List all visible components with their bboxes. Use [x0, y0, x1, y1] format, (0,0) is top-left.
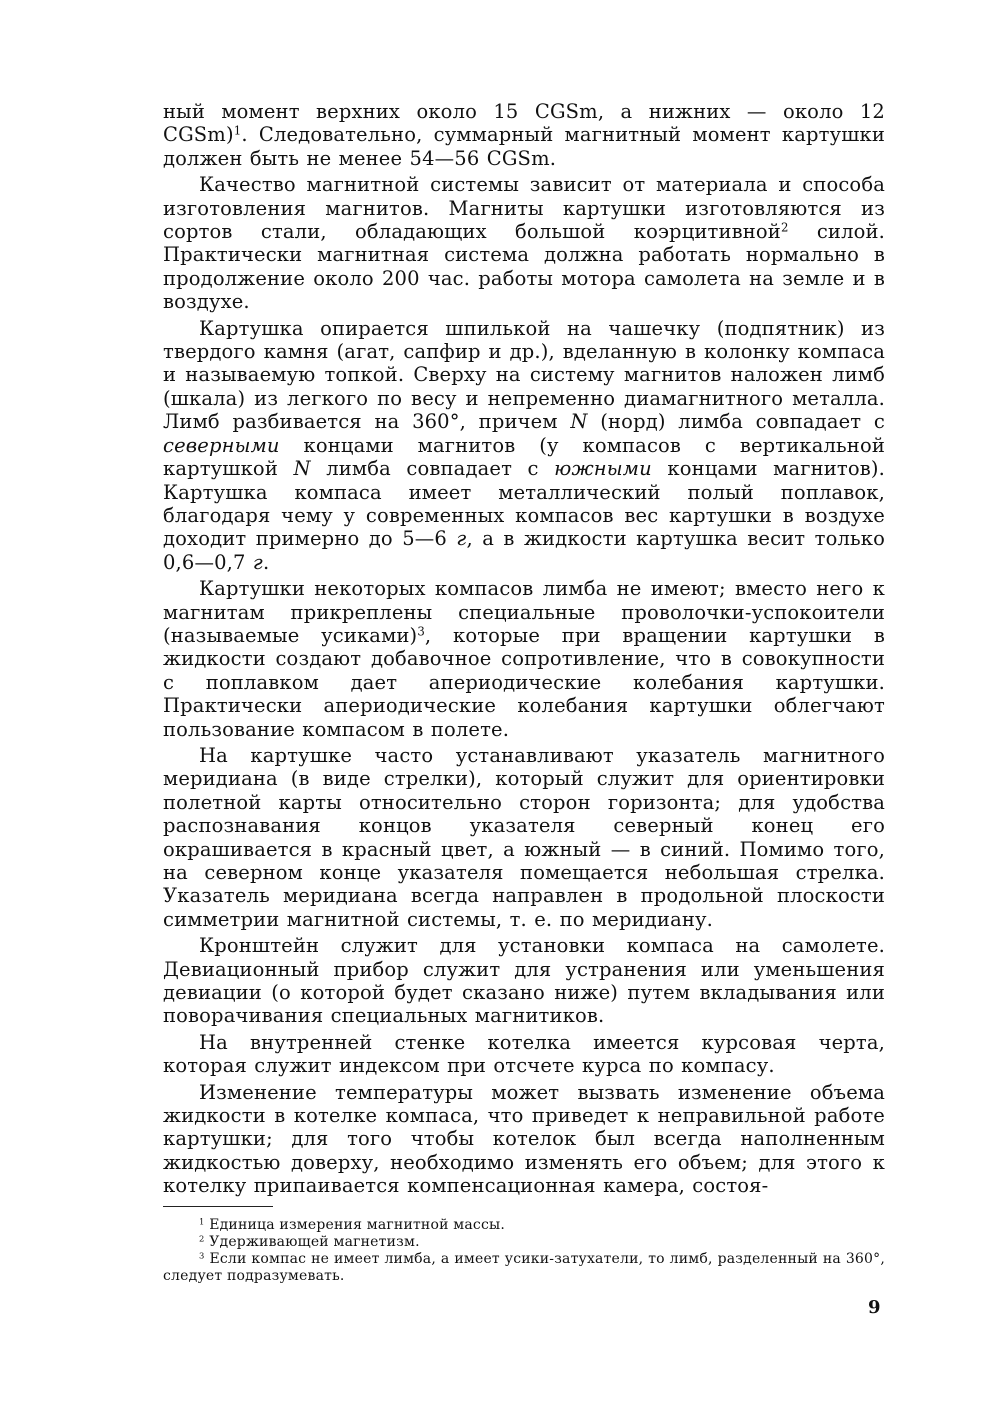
- footnote-mark: 3: [199, 1250, 205, 1261]
- text-run: (норд) лимба совпадает с: [587, 410, 886, 434]
- text-run: На картушке часто устанавливают указатель магнитного меридиана (в виде стрелки), который служит для ориентировки полетной карты относительно сторон горизонта; для удобства распознавания концов указателя северный конец его окрашивается в красный цвет, а южный — в синий. Помимо того, на северном конце указателя помещается небольшая стрелка. Указатель меридиана всегда направлен в продольной плоскости симметрии магнитной системы, т. е. по меридиану.: [163, 743, 885, 931]
- paragraph: [163, 100, 885, 170]
- text-run: , которые при вращении картушки в жидкости создают добавочное сопротивление, что в совокупности с поплавком дает апериодические колебания картушки. Практически апериодические колебания картушки облегчают пользование компасом в полете.: [163, 623, 885, 741]
- emphasis: северными: [163, 433, 280, 457]
- paragraph: [163, 317, 885, 574]
- footnote-separator: [163, 1206, 273, 1207]
- footnote-mark: 1: [199, 1216, 205, 1227]
- text-run: лимба совпадает с: [310, 457, 555, 481]
- paragraph: [163, 577, 885, 741]
- text-run: Качество магнитной системы зависит от материала и способа изготовления магнитов. Магниты картушки изготовляются из сортов стали, обладающих большой коэрцитивной: [163, 173, 885, 244]
- footnote: [163, 1217, 885, 1234]
- page-number: 9: [868, 1297, 881, 1318]
- footnote-text: Удерживающей магнетизм.: [209, 1233, 420, 1250]
- text-run: На внутренней стенке котелка имеется курсовая черта, которая служит индексом при отсчете курса по компасу.: [163, 1030, 885, 1078]
- text-run: .: [262, 550, 270, 574]
- paragraph: [163, 744, 885, 931]
- emphasis: г: [456, 527, 467, 551]
- paragraph: [163, 1031, 885, 1078]
- text-run: , а в жидкости картушка весит только 0,6—0,7: [163, 527, 886, 574]
- footnote-text: Единица измерения магнитной массы.: [209, 1216, 505, 1233]
- footnote: [163, 1234, 885, 1251]
- text-run: концами магнитов (у компасов с вертикальной картушкой: [163, 433, 885, 481]
- paragraph: [163, 934, 885, 1028]
- text-run: концами магнитов). Картушка компаса имеет металлический полый поплавок, благодаря чему у современных компасов вес картушки в воздухе доходит примерно до 5—6: [163, 457, 885, 551]
- footnote-text: Если компас не имеет лимба, а имеет усики-затухатели, то лимб, разделенный на 360°, следует подразумевать.: [163, 1250, 885, 1284]
- page-body: [163, 100, 885, 1400]
- footnote-mark: 2: [199, 1233, 205, 1244]
- emphasis: N: [570, 410, 588, 434]
- paragraph: [163, 173, 885, 313]
- main-text: [163, 100, 885, 1198]
- text-run: Картушка опирается шпилькой на чашечку (подпятник) из твердого камня (агат, сапфир и др.), вделанную в колонку компаса и называемую топкой. Сверху на систему магнитов наложен лимб (шкала) из легкого по весу и непременно диамагнитного металла. Лимб разбивается на 360°, причем: [163, 316, 885, 434]
- footnote-reference: 3: [417, 624, 425, 639]
- footnote-reference: 2: [780, 220, 789, 235]
- footnotes: [163, 1217, 885, 1285]
- emphasis: г: [252, 550, 263, 574]
- paragraph: [163, 1081, 885, 1198]
- text-run: Кронштейн служит для установки компаса на самолете. Девиационный прибор служит для устранения или уменьшения девиации (о которой будет сказано ниже) путем вкладывания или поворачивания специальных магнитиков.: [163, 934, 885, 1028]
- text-run: ный момент верхних около 15 CGSm, а нижних — около 12 CGSm): [163, 100, 885, 147]
- emphasis: южными: [554, 457, 652, 481]
- text-run: силой. Практически магнитная система должна работать нормально в продолжение около 200 час. работы мотора самолета на земле и в воздухе.: [163, 220, 885, 314]
- emphasis: N: [293, 457, 311, 481]
- text-run: Картушки некоторых компасов лимба не имеют; вместо него к магнитам прикреплены специальные проволочки-успокоители (называемые усиками): [163, 577, 885, 647]
- text-run: Изменение температуры может вызвать изменение объема жидкости в котелке компаса, что приведет к неправильной работе картушки; для того чтобы котелок был всегда наполненным жидкостью доверху, необходимо изменять его объем; для этого к котелку припаивается компенсационная камера, состоя-: [163, 1080, 885, 1198]
- text-run: . Следовательно, суммарный магнитный момент картушки должен быть не менее 54—56 CGSm.: [163, 123, 885, 170]
- footnote-reference: 1: [233, 123, 242, 138]
- footnote: [163, 1251, 885, 1285]
